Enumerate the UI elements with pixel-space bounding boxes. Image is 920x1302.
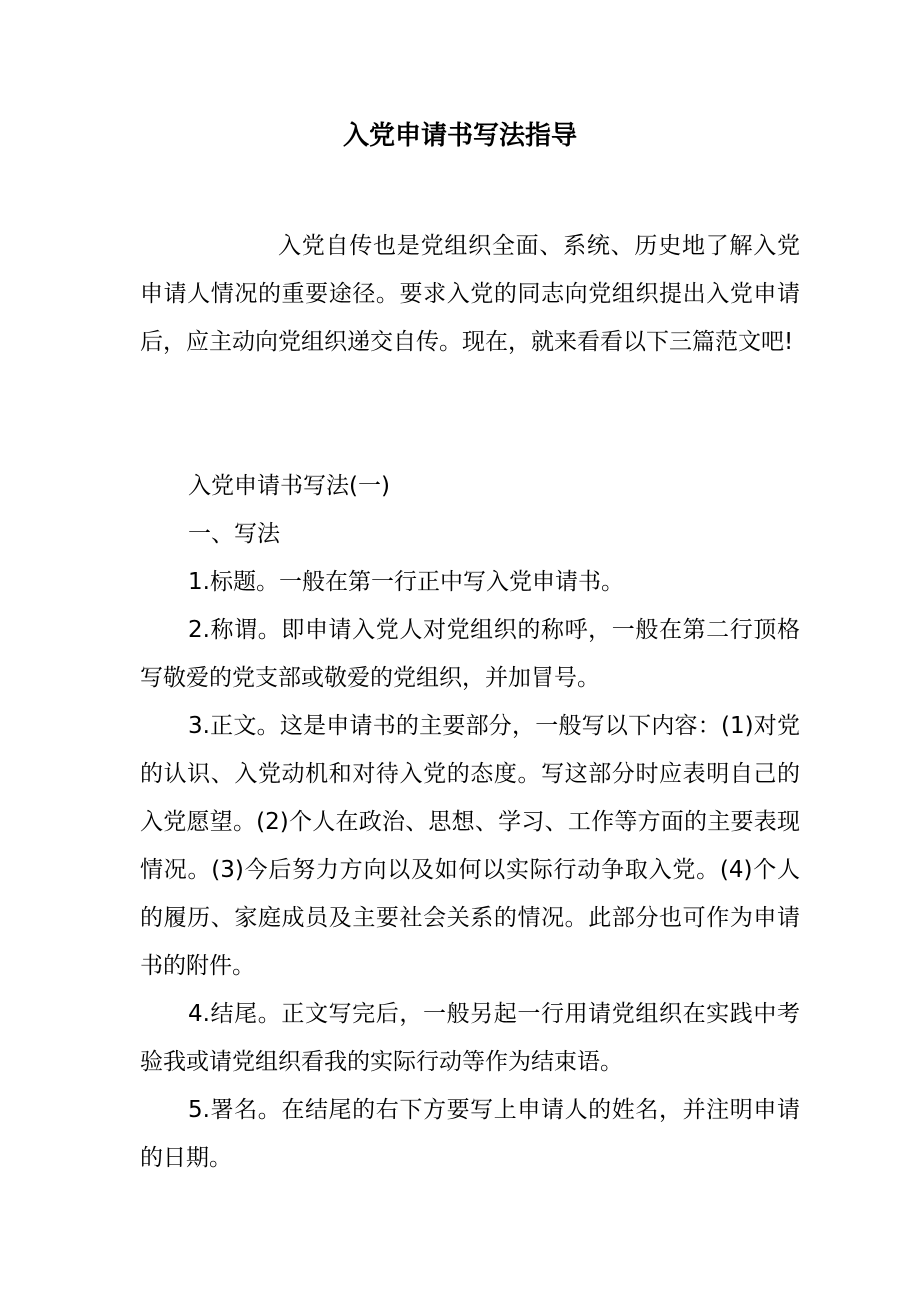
sub-heading: 一、写法 xyxy=(188,521,280,547)
list-item-signature: 5.署名。在结尾的右下方要写上申请人的姓名，并注明申请的日期。 xyxy=(140,1097,800,1171)
intro-paragraph: 入党自传也是党组织全面、系统、历史地了解入党申请人情况的重要途径。要求入党的同志向党组织提出入党申请后，应主动向党组织递交自传。现在，就来看看以下三篇范文吧! xyxy=(140,233,800,355)
section-heading: 入党申请书写法(一) xyxy=(188,473,390,499)
list-item-salutation: 2.称谓。即申请入党人对党组织的称呼，一般在第二行顶格写敬爱的党支部或敬爱的党组织，并加冒号。 xyxy=(140,617,800,691)
list-item-body: 3.正文。这是申请书的主要部分，一般写以下内容：(1)对党的认识、入党动机和对待入党的态度。写这部分时应表明自己的入党愿望。(2)个人在政治、思想、学习、工作等方面的主要表现情况。(3)今后努力方向以及如何以实际行动争取入党。(4)个人的履历、家庭成员及主要社会关系的情况。此部分也可作为申请书的附件。 xyxy=(140,713,800,979)
document-title: 入党申请书写法指导 xyxy=(342,121,577,151)
list-item-ending: 4.结尾。正文写完后，一般另起一行用请党组织在实践中考验我或请党组织看我的实际行动等作为结束语。 xyxy=(140,1001,800,1075)
list-item-title: 1.标题。一般在第一行正中写入党申请书。 xyxy=(188,569,624,595)
